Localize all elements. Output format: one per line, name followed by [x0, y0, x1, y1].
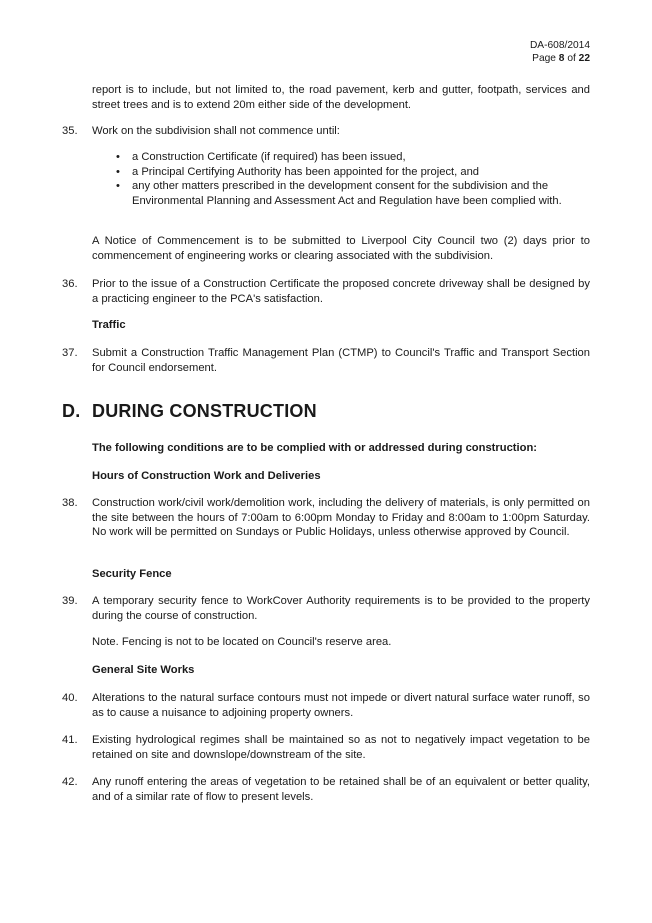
bullet-icon: • [116, 151, 120, 163]
condition-35-note: A Notice of Commencement is to be submitted to Liverpool City Council two (2) days prior to commencement of engineering works or clearing associated with the subdivision. [92, 235, 590, 262]
condition-number: 38. [62, 497, 78, 509]
bullet-item: • a Principal Certifying Authority has been appointed for the project, and [116, 165, 480, 178]
condition-35-bullets [116, 150, 588, 208]
condition-39-text: A temporary security fence to WorkCover Authority requirements is to be provided to the property during the course of construction. [92, 595, 590, 622]
condition-number: 40. [62, 692, 78, 704]
page-current: 8 [558, 52, 565, 64]
condition-36-text: Prior to the issue of a Construction Certificate the proposed concrete driveway shall be designed by a practicing engineer to the PCA's satisfaction. [92, 278, 590, 305]
section-heading [62, 400, 317, 422]
bullet-icon: • [116, 180, 120, 193]
section-letter: D. [62, 401, 81, 421]
condition-39-note: Note. Fencing is not to be located on Council's reserve area. [92, 636, 392, 648]
condition-number: 41. [62, 734, 78, 746]
bullet-item: • a Construction Certificate (if required) has been issued, [116, 151, 406, 163]
condition-number: 42. [62, 776, 78, 788]
traffic-heading: Traffic [92, 319, 126, 331]
intro-continuation: report is to include, but not limited to, the road pavement, kerb and gutter, footpath, services and street trees and is to extend 20m either side of the development. [92, 84, 590, 111]
condition-42-text: Any runoff entering the areas of vegetation to be retained shall be of an equivalent or better quality, and of a similar rate of flow to present levels. [92, 776, 590, 803]
bullet-icon: • [116, 165, 120, 178]
page-number [530, 53, 590, 66]
condition-number: 36. [62, 278, 78, 290]
condition-37-text: Submit a Construction Traffic Management Plan (CTMP) to Council's Traffic and Transport Section for Council endorsement. [92, 347, 590, 374]
condition-number: 37. [62, 347, 78, 359]
section-title: DURING CONSTRUCTION [92, 401, 317, 421]
condition-41-text: Existing hydrological regimes shall be maintained so as not to negatively impact vegetation to be retained on site and downslope/downstream of the site. [92, 734, 590, 761]
document-reference: DA-608/2014 [529, 40, 590, 51]
page-header [530, 40, 590, 65]
page-of: of [567, 52, 576, 64]
page-prefix: Page [532, 52, 556, 64]
hours-heading: Hours of Construction Work and Deliveries [92, 470, 321, 482]
condition-number: 39. [62, 595, 78, 607]
condition-number: 35. [62, 125, 78, 137]
security-fence-heading: Security Fence [92, 568, 172, 580]
page-total: 22 [578, 52, 590, 64]
condition-38-text: Construction work/civil work/demolition work, including the delivery of materials, is only permitted on the site between the hours of 7:00am to 6:00pm Monday to Friday and 8:00am to 1:00pm Saturday. No work will be permitted on Sundays or Public Holidays, unless otherwise approved by Council. [92, 497, 590, 539]
general-site-works-heading: General Site Works [92, 664, 195, 676]
bullet-item: • any other matters prescribed in the development consent for the subdivision and the Environmental Planning and Assessment Act and Regulation have been complied with. [116, 180, 562, 207]
condition-40-text: Alterations to the natural surface contours must not impede or divert natural surface water runoff, so as to cause a nuisance to adjoining property owners. [92, 692, 590, 719]
condition-35-text: Work on the subdivision shall not commence until: [92, 125, 340, 137]
section-intro: The following conditions are to be complied with or addressed during construction: [92, 442, 538, 454]
